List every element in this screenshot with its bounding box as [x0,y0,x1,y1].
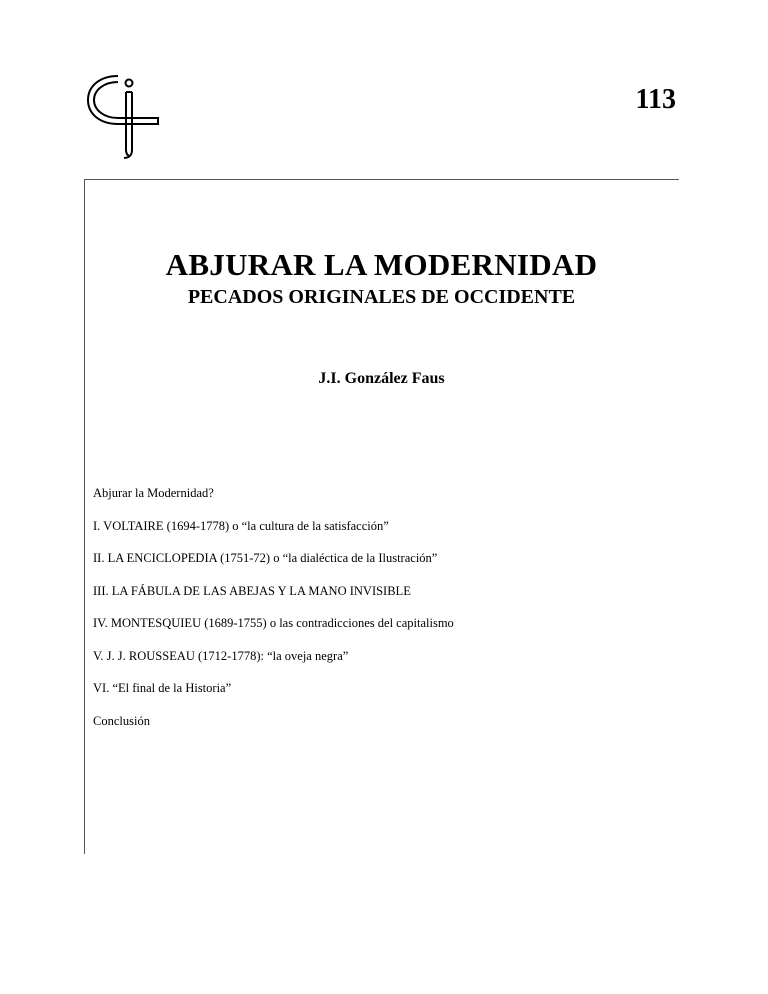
title-block [84,247,679,309]
toc-item: IV. MONTESQUIEU (1689-1755) o las contradicciones del capitalismo [93,616,454,630]
frame-top-rule [84,179,679,180]
toc-item: III. LA FÁBULA DE LAS ABEJAS Y LA MANO INVISIBLE [93,583,411,598]
toc-item: Conclusión [93,713,150,728]
issue-number: 113 [635,84,676,115]
toc-item: V. J. J. ROUSSEAU (1712-1778): “la oveja negra” [93,648,349,663]
toc-item: II. LA ENCICLOPEDIA (1751-72) o “la dialéctica de la Ilustración” [93,551,438,565]
toc-item: Abjurar la Modernidad? [93,486,214,500]
main-title: ABJURAR LA MODERNIDAD [165,247,598,282]
cj-monogram-svg [84,72,164,160]
table-of-contents [93,486,454,746]
cj-logo-icon [84,72,164,160]
author-name: J.I. González Faus [318,370,445,387]
subtitle: PECADOS ORIGINALES DE OCCIDENTE [187,286,576,308]
toc-item: VI. “El final de la Historia” [93,681,232,695]
toc-item: I. VOLTAIRE (1694-1778) o “la cultura de la satisfacción” [93,518,389,533]
